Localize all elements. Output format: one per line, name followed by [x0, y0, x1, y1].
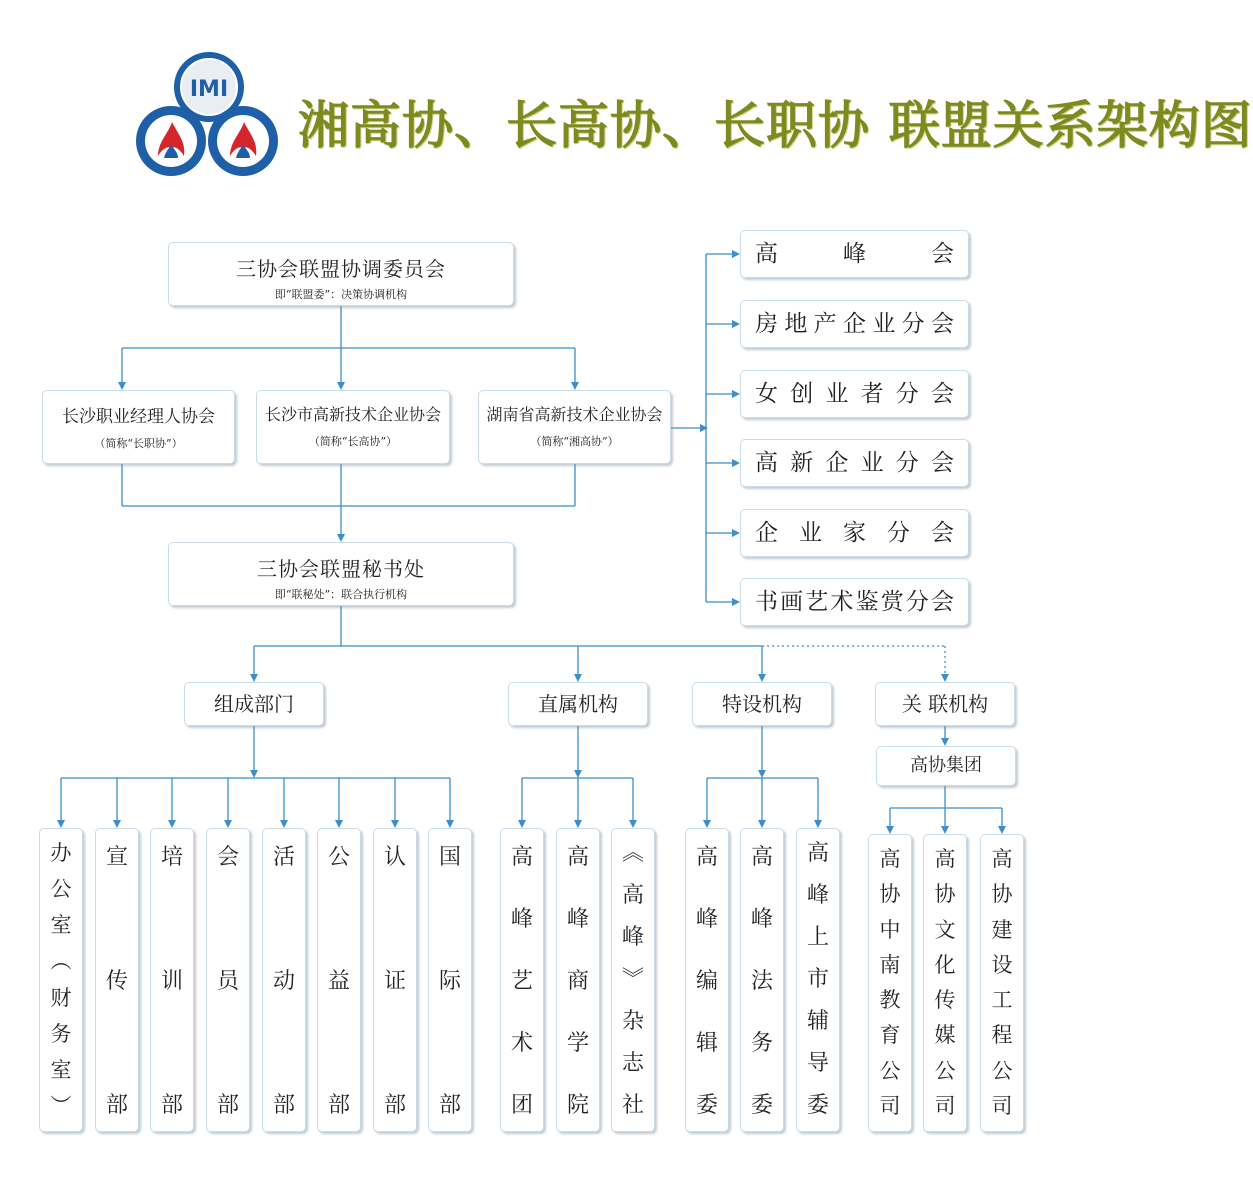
- leaf-char: 峰: [695, 907, 718, 932]
- leaf-char: 传: [934, 988, 956, 1013]
- secretariat-box: [168, 542, 514, 606]
- branch-label: 企业家分会: [755, 520, 954, 546]
- association-subtitle: （简称“长职协”）: [94, 437, 183, 450]
- leaf-char: 室: [50, 1057, 72, 1082]
- leaf-char: 高: [934, 847, 956, 871]
- leaf-char: 社: [621, 1093, 644, 1118]
- leaf-char: 司: [934, 1093, 956, 1118]
- association-box: [42, 390, 235, 464]
- leaf-char: 峰: [806, 883, 829, 908]
- leaf-char: 育: [879, 1023, 901, 1048]
- leaf-char: 公: [991, 1058, 1013, 1083]
- leaf-char: 工: [991, 988, 1013, 1013]
- leaf-char: 委: [806, 1093, 829, 1118]
- committee-title: 三协会联盟协调委员会: [236, 257, 446, 281]
- leaf-char: 证: [383, 969, 406, 994]
- association-box: [256, 390, 450, 464]
- leaf-char: 公: [327, 845, 350, 870]
- leaf-char: 训: [160, 969, 183, 994]
- leaf-char: 中: [879, 917, 901, 942]
- association-logo-left: [134, 104, 208, 178]
- leaf-char: 峰: [566, 907, 589, 932]
- leaf-char: 市: [806, 967, 829, 992]
- category-departments: 组成部门: [184, 682, 324, 726]
- branch-box: [740, 230, 969, 278]
- leaf-box: [556, 828, 600, 1132]
- association-title: 长沙职业经理人协会: [62, 407, 215, 427]
- leaf-char: 委: [750, 1093, 773, 1118]
- leaf-char: 部: [160, 1093, 183, 1118]
- leaf-box: [150, 828, 194, 1132]
- leaf-box: [980, 834, 1024, 1132]
- secretariat-title: 三协会联盟秘书处: [257, 557, 425, 581]
- association-title: 湖南省高新技术企业协会: [486, 405, 663, 424]
- leaf-box: [611, 828, 655, 1132]
- leaf-box: [373, 828, 417, 1132]
- leaf-char: 际: [438, 969, 461, 994]
- branch-box: [740, 509, 969, 557]
- leaf-char: 认: [383, 845, 406, 870]
- association-title: 长沙市高新技术企业协会: [264, 405, 441, 424]
- leaf-char: 培: [160, 845, 183, 870]
- leaf-char: 辅: [806, 1009, 829, 1034]
- leaf-char: 协: [934, 882, 956, 907]
- leaf-char: 高: [991, 847, 1013, 871]
- branch-box: [740, 300, 969, 348]
- leaf-char: 商: [566, 969, 589, 994]
- leaf-char: 协: [879, 882, 901, 907]
- leaf-char: 高: [879, 847, 901, 871]
- leaf-char: 教: [879, 988, 901, 1013]
- leaf-char: 办: [50, 841, 72, 865]
- leaf-char: 务: [50, 1021, 72, 1046]
- leaf-char: 文: [934, 917, 956, 942]
- leaf-char: ︾: [621, 967, 644, 992]
- leaf-char: ︶: [50, 1093, 72, 1118]
- leaf-box: [317, 828, 361, 1132]
- leaf-char: ︵: [50, 949, 72, 974]
- leaf-char: 程: [991, 1023, 1013, 1048]
- leaf-char: 设: [991, 952, 1013, 977]
- leaf-box: [39, 828, 83, 1132]
- leaf-char: 财: [50, 985, 72, 1010]
- category-related: 关 联机构: [875, 682, 1015, 726]
- leaf-char: 法: [750, 969, 773, 994]
- secretariat-subtitle: 即“联秘处”：联合执行机构: [274, 588, 408, 601]
- leaf-char: 峰: [510, 907, 533, 932]
- leaf-char: 院: [566, 1093, 589, 1118]
- leaf-char: 建: [991, 917, 1013, 942]
- leaf-char: 高: [566, 845, 589, 870]
- leaf-char: 南: [879, 952, 901, 977]
- leaf-char: 室: [50, 913, 72, 938]
- leaf-char: 高: [510, 845, 533, 870]
- leaf-char: ︽: [621, 841, 644, 866]
- leaf-char: 部: [216, 1093, 239, 1118]
- leaf-char: 益: [327, 969, 350, 994]
- page-title: 湘高协、长高协、长职协 联盟关系架构图: [298, 97, 1253, 156]
- leaf-char: 活: [272, 845, 295, 870]
- leaf-char: 务: [750, 1031, 773, 1056]
- leaf-char: 员: [216, 969, 239, 994]
- association-subtitle: （简称“长高协”）: [308, 435, 398, 448]
- branch-label: 高新企业分会: [755, 450, 954, 476]
- leaf-box: [923, 834, 967, 1132]
- association-subtitle: （简称“湘高协”）: [530, 435, 619, 448]
- leaf-box: [685, 828, 729, 1132]
- leaf-char: 高: [621, 883, 644, 908]
- leaf-box: [206, 828, 250, 1132]
- leaf-char: 化: [934, 952, 956, 977]
- leaf-char: 辑: [695, 1031, 718, 1056]
- leaf-char: 宣: [105, 845, 128, 870]
- leaf-char: 部: [438, 1093, 461, 1118]
- leaf-char: 团: [510, 1093, 533, 1118]
- leaf-char: 高: [806, 841, 829, 866]
- leaf-char: 部: [327, 1093, 350, 1118]
- leaf-char: 协: [991, 882, 1013, 907]
- branch-box: [740, 578, 969, 626]
- leaf-char: 导: [806, 1051, 829, 1076]
- leaf-char: 司: [991, 1093, 1013, 1118]
- leaf-box: [428, 828, 472, 1132]
- branch-label: 书画艺术鉴赏分会: [755, 589, 954, 615]
- leaf-box: [740, 828, 784, 1132]
- leaf-char: 高: [750, 845, 773, 870]
- leaf-box: [500, 828, 544, 1132]
- leaf-char: 公: [50, 877, 72, 902]
- leaf-box: [95, 828, 139, 1132]
- committee-box: [168, 242, 514, 306]
- leaf-char: 部: [272, 1093, 295, 1118]
- category-direct: 直属机构: [508, 682, 648, 726]
- committee-subtitle: 即“联盟委”：决策协调机构: [274, 288, 408, 301]
- branch-label: 女创业者分会: [755, 381, 954, 407]
- leaf-char: 动: [272, 969, 295, 994]
- leaf-box: [868, 834, 912, 1132]
- leaf-char: 公: [934, 1058, 956, 1083]
- leaf-char: 公: [879, 1058, 901, 1083]
- branch-label: 高峰会: [755, 241, 954, 267]
- branch-box: [740, 370, 969, 418]
- leaf-char: 峰: [750, 907, 773, 932]
- leaf-char: 杂: [621, 1009, 644, 1034]
- leaf-box: [796, 828, 840, 1132]
- association-box: [478, 390, 671, 464]
- leaf-char: 部: [105, 1093, 128, 1118]
- leaf-char: 峰: [621, 925, 644, 950]
- leaf-char: 艺: [510, 969, 533, 994]
- leaf-char: 术: [510, 1031, 533, 1056]
- leaf-char: 志: [621, 1051, 644, 1076]
- association-logo-right: [206, 104, 280, 178]
- leaf-char: 学: [566, 1031, 589, 1056]
- group-box: 高协集团: [876, 746, 1016, 786]
- leaf-char: 传: [105, 969, 128, 994]
- leaf-char: 部: [383, 1093, 406, 1118]
- leaf-box: [262, 828, 306, 1132]
- leaf-char: 会: [216, 845, 239, 870]
- leaf-char: 国: [438, 845, 461, 870]
- branch-box: [740, 439, 969, 487]
- leaf-char: 媒: [934, 1023, 956, 1048]
- branch-label: 房地产企业分会: [755, 311, 954, 337]
- leaf-char: 上: [806, 925, 829, 950]
- leaf-char: 高: [695, 845, 718, 870]
- imi-logo-text: IMI: [189, 77, 229, 102]
- leaf-char: 司: [879, 1093, 901, 1118]
- leaf-char: 委: [695, 1093, 718, 1118]
- category-special: 特设机构: [692, 682, 832, 726]
- leaf-char: 编: [695, 969, 718, 994]
